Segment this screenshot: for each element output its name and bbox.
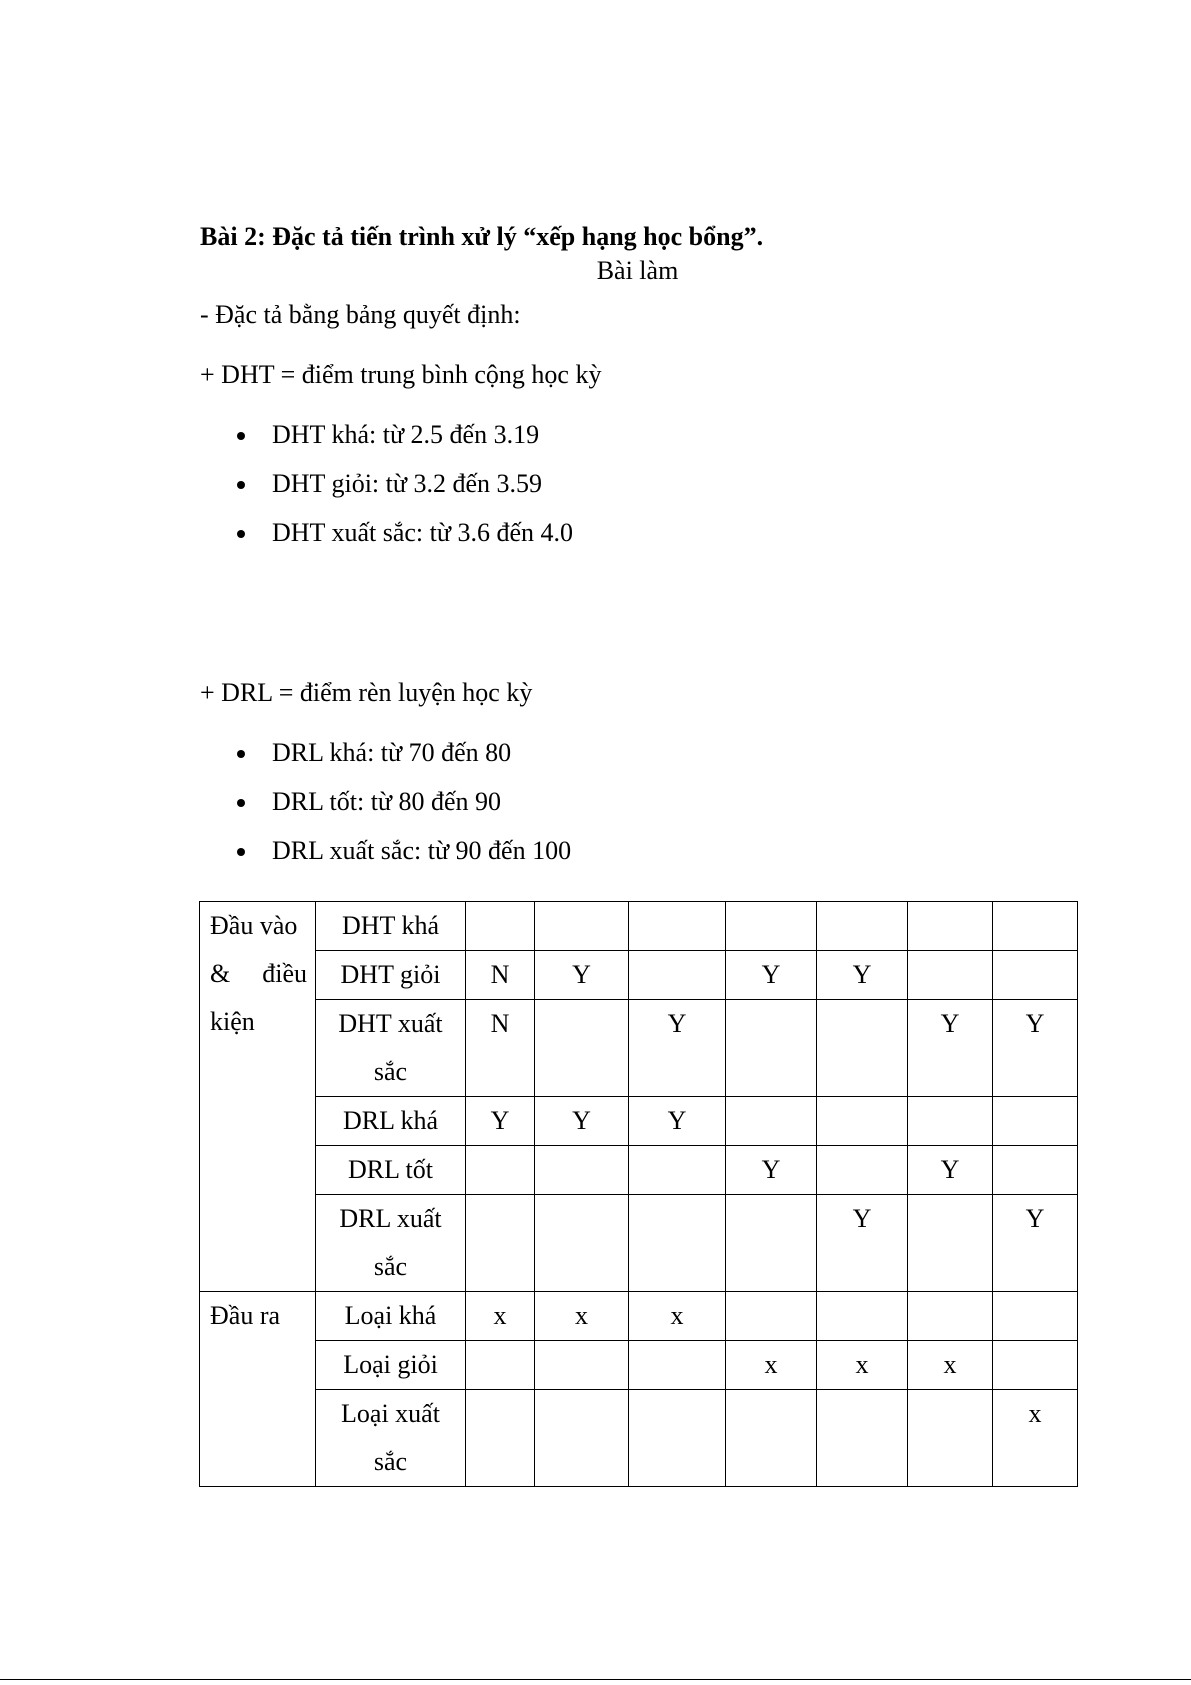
table-row xyxy=(200,1341,1078,1390)
drl-item-kha: DRL khá: từ 70 đến 80 xyxy=(200,738,571,787)
rule-cell xyxy=(466,1390,535,1487)
rule-cell xyxy=(908,1390,993,1487)
rule-cell xyxy=(535,1195,629,1292)
table-row xyxy=(200,1292,1078,1341)
row-label xyxy=(316,1292,466,1341)
rule-cell: N xyxy=(466,951,535,1000)
rule-cell xyxy=(817,1146,908,1195)
inputs-group-label xyxy=(200,902,316,1292)
rule-cell xyxy=(629,1390,726,1487)
row-label xyxy=(316,1097,466,1146)
rule-cell: Y xyxy=(908,1000,993,1097)
dht-definition: + DHT = điểm trung bình cộng học kỳ xyxy=(200,360,602,389)
rule-cell: x xyxy=(817,1341,908,1390)
rule-cell xyxy=(466,1195,535,1292)
drl-item-tot: DRL tốt: từ 80 đến 90 xyxy=(200,787,571,836)
row-label-line1: DRL tốt xyxy=(348,1155,433,1184)
dht-item-xuat-sac: DHT xuất sắc: từ 3.6 đến 4.0 xyxy=(200,518,573,567)
inputs-group-line1: Đầu vào xyxy=(210,911,298,940)
outputs-group-label: Đầu ra xyxy=(200,1292,316,1487)
rule-cell xyxy=(993,1341,1078,1390)
rule-cell: x xyxy=(535,1292,629,1341)
inputs-group-line2-right: điều xyxy=(262,959,307,988)
inputs-group-line2 xyxy=(210,950,307,998)
rule-cell: N xyxy=(466,1000,535,1097)
row-label-line2: sắc xyxy=(373,1057,408,1086)
exercise-title: Bài 2: Đặc tả tiến trình xử lý “xếp hạng học bổng”. xyxy=(200,222,764,251)
decision-table xyxy=(199,901,1078,1487)
rule-cell xyxy=(726,1195,817,1292)
rule-cell xyxy=(535,1390,629,1487)
row-label xyxy=(316,951,466,1000)
table-row xyxy=(200,951,1078,1000)
rule-cell xyxy=(726,1390,817,1487)
rule-cell: Y xyxy=(726,951,817,1000)
rule-cell xyxy=(535,902,629,951)
row-label xyxy=(316,1146,466,1195)
rule-cell: Y xyxy=(466,1097,535,1146)
rule-cell xyxy=(908,902,993,951)
rule-cell xyxy=(817,1292,908,1341)
rule-cell xyxy=(817,902,908,951)
rule-cell: Y xyxy=(726,1146,817,1195)
row-label-line1: DHT xuất xyxy=(338,1009,443,1038)
row-label-line2: sắc xyxy=(373,1447,408,1476)
row-label xyxy=(316,1341,466,1390)
rule-cell xyxy=(466,902,535,951)
rule-cell: Y xyxy=(817,1195,908,1292)
rule-cell: Y xyxy=(993,1195,1078,1292)
row-label-line1: DHT giỏi xyxy=(340,960,441,989)
row-label xyxy=(316,1000,466,1097)
rule-cell xyxy=(466,1341,535,1390)
rule-cell: Y xyxy=(908,1146,993,1195)
row-label-line1: Loại khá xyxy=(344,1301,437,1330)
rule-cell xyxy=(726,902,817,951)
rule-cell xyxy=(817,1097,908,1146)
dht-list xyxy=(200,420,573,567)
rule-cell xyxy=(908,951,993,1000)
rule-cell xyxy=(726,1292,817,1341)
drl-definition: + DRL = điểm rèn luyện học kỳ xyxy=(200,678,533,707)
rule-cell xyxy=(993,1097,1078,1146)
rule-cell xyxy=(535,1000,629,1097)
table-row xyxy=(200,902,1078,951)
rule-cell xyxy=(993,1292,1078,1341)
rule-cell: x xyxy=(629,1292,726,1341)
rule-cell: Y xyxy=(629,1000,726,1097)
rule-cell xyxy=(466,1146,535,1195)
row-label xyxy=(316,902,466,951)
answer-heading: Bài làm xyxy=(596,256,679,285)
rule-cell: x xyxy=(466,1292,535,1341)
drl-list xyxy=(200,738,571,885)
rule-cell xyxy=(535,1341,629,1390)
table-row xyxy=(200,1390,1078,1487)
table-row xyxy=(200,1146,1078,1195)
inputs-group-line3: kiện xyxy=(210,1007,255,1036)
rule-cell: Y xyxy=(629,1097,726,1146)
table-row xyxy=(200,1097,1078,1146)
rule-cell: Y xyxy=(993,1000,1078,1097)
rule-cell xyxy=(629,1146,726,1195)
rule-cell xyxy=(993,1146,1078,1195)
rule-cell: x xyxy=(993,1390,1078,1487)
rule-cell xyxy=(629,1341,726,1390)
row-label-line1: Loại xuất xyxy=(341,1399,440,1428)
row-label-line1: DRL khá xyxy=(342,1106,439,1135)
rule-cell xyxy=(817,1000,908,1097)
rule-cell xyxy=(908,1097,993,1146)
rule-cell: x xyxy=(908,1341,993,1390)
rule-cell: Y xyxy=(535,1097,629,1146)
page-bottom-rule xyxy=(0,1679,1191,1680)
row-label xyxy=(316,1195,466,1292)
dht-item-gioi: DHT giỏi: từ 3.2 đến 3.59 xyxy=(200,469,573,518)
rule-cell: x xyxy=(726,1341,817,1390)
table-row xyxy=(200,1195,1078,1292)
rule-cell xyxy=(726,1000,817,1097)
rule-cell xyxy=(629,951,726,1000)
row-label-line1: DRL xuất xyxy=(339,1204,442,1233)
row-label-line1: Loại giỏi xyxy=(343,1350,438,1379)
row-label-line1: DHT khá xyxy=(341,911,439,940)
drl-item-xuat-sac: DRL xuất sắc: từ 90 đến 100 xyxy=(200,836,571,885)
rule-cell xyxy=(726,1097,817,1146)
rule-cell xyxy=(817,1390,908,1487)
rule-cell xyxy=(908,1195,993,1292)
table-row xyxy=(200,1000,1078,1097)
rule-cell xyxy=(993,951,1078,1000)
rule-cell xyxy=(629,902,726,951)
rule-cell xyxy=(535,1146,629,1195)
rule-cell xyxy=(993,902,1078,951)
row-label-line2: sắc xyxy=(373,1252,408,1281)
row-label xyxy=(316,1390,466,1487)
rule-cell: Y xyxy=(817,951,908,1000)
dht-item-kha: DHT khá: từ 2.5 đến 3.19 xyxy=(200,420,573,469)
rule-cell xyxy=(629,1195,726,1292)
rule-cell xyxy=(908,1292,993,1341)
spec-intro: - Đặc tả bằng bảng quyết định: xyxy=(200,300,521,329)
rule-cell: Y xyxy=(535,951,629,1000)
inputs-group-line2-left: & xyxy=(210,959,231,988)
